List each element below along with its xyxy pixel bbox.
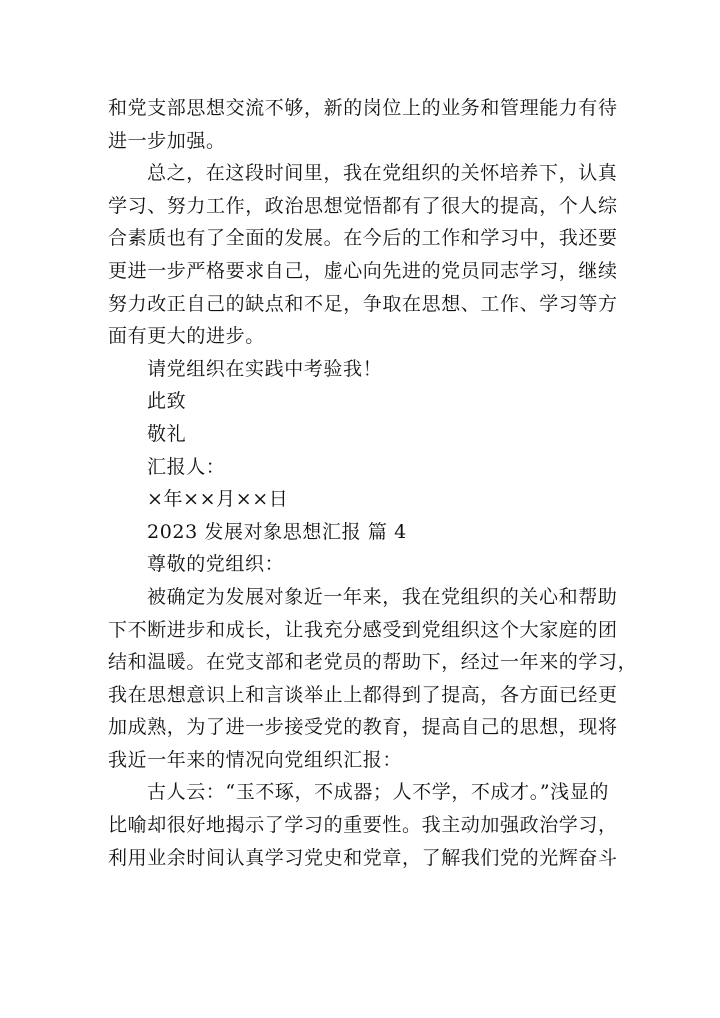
section-heading: 2023 发展对象思想汇报 篇 4 (147, 520, 407, 543)
paragraph-start-line: 被确定为发展对象近一年来，我在党组织的关心和帮助 (147, 585, 618, 608)
document-body (108, 92, 638, 874)
text-line: 我在思想意识上和言谈举止上都得到了提高，各方面已经更 (108, 683, 618, 706)
text-line: 加成熟，为了进一步接受党的教育，提高自己的思想，现将 (108, 716, 618, 739)
text-line: 面有更大的进步。 (108, 325, 265, 348)
text-line: 努力改正自己的缺点和不足，争取在思想、工作、学习等方 (108, 292, 618, 315)
text-line: 进一步加强。 (108, 129, 226, 152)
text-line: 合素质也有了全面的发展。在今后的工作和学习中，我还要 (108, 227, 618, 250)
text-line: 学习、努力工作，政治思想觉悟都有了很大的提高，个人综 (108, 194, 618, 217)
text-line: 利用业余时间认真学习党史和党章，了解我们党的光辉奋斗 (108, 846, 618, 869)
paragraph-start-line: 古人云：“玉不琢，不成器；人不学，不成才。”浅显的 (147, 781, 609, 804)
text-line: 和党支部思想交流不够，新的岗位上的业务和管理能力有待 (108, 97, 618, 119)
reporter-label: 汇报人： (147, 455, 226, 478)
salutation-line: 敬礼 (147, 422, 187, 445)
paragraph-start-line: 总之，在这段时间里，我在党组织的关怀培养下，认真 (147, 162, 618, 185)
text-line: 我近一年来的情况向党组织汇报： (108, 748, 403, 771)
text-line: 更进一步严格要求自己，虚心向先进的党员同志学习，继续 (108, 259, 618, 282)
text-line: 比喻却很好地揭示了学习的重要性。我主动加强政治学习， (108, 814, 618, 837)
date-line: ×年××月××日 (147, 488, 289, 511)
greeting-line: 尊敬的党组织： (147, 553, 285, 576)
salutation-line: 此致 (147, 390, 187, 413)
closing-request-line: 请党组织在实践中考验我！ (147, 357, 383, 380)
text-line: 结和温暖。在党支部和老党员的帮助下，经过一年来的学习， (108, 651, 638, 674)
text-line: 下不断进步和成长，让我充分感受到党组织这个大家庭的团 (108, 618, 618, 641)
